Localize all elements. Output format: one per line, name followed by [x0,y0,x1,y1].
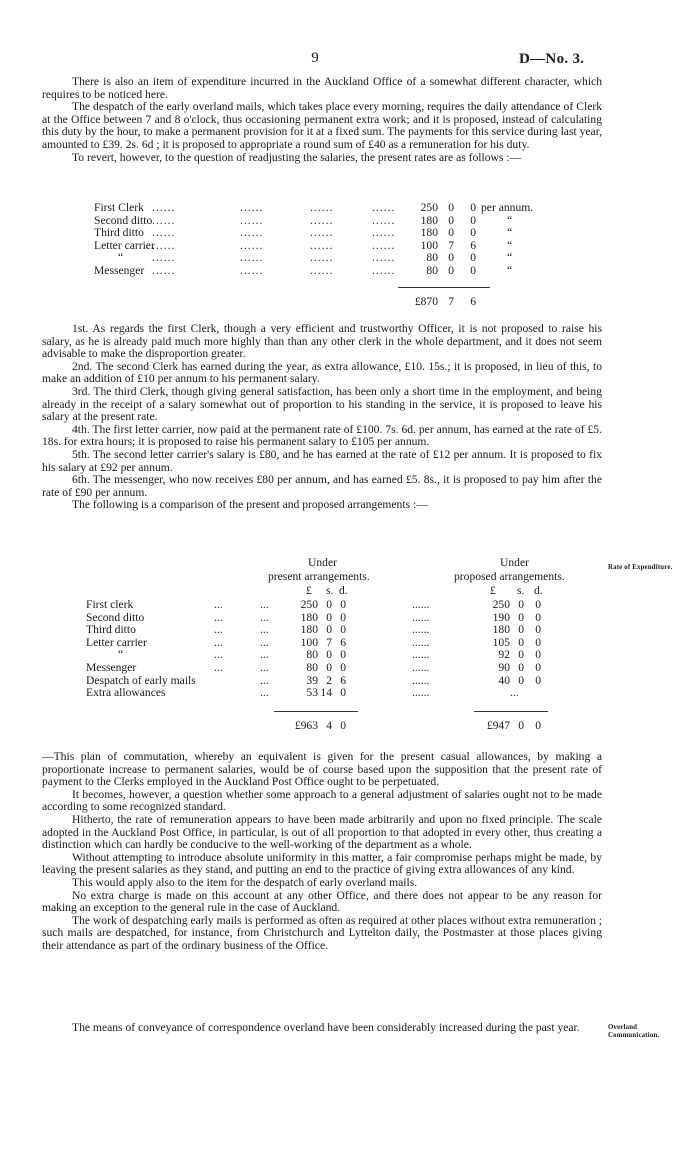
closing-paragraph: No extra charge is made on this account at any other Office, and there does not appear to be any reason for making an exception to the general rule in the case of Auckland. [42,888,602,915]
present-pence: 6 [340,635,346,649]
leader-dots: ... [214,661,223,674]
leader-dots: ... [214,648,223,662]
present-pence: 0 [340,648,346,662]
numbered-section [42,323,602,512]
intro-paragraph: The despatch of the early overland mails, which takes place every morning, requires the daily attendance of Clerk at the Office between 7 and 8 o'clock, thus occasioning permanent extra work; and it is proposed, instead of calculating this duty by the hour, to make a permanent provision for it at a fixed sum. The payments for this service during last year, amounted to £39. 2s. 6d ; it is proposed to appropriate a round sum of £40 as a remuneration for his duty. [42,100,602,151]
rate-pence: 0 [470,201,476,214]
comparison-label: Extra allowances [86,686,166,700]
comparison-label: First clerk [86,598,134,611]
proposed-shillings: 0 [518,635,524,649]
leader-dots: ... [260,673,269,687]
document-reference: D—No. 3. [519,51,585,67]
proposed-pence: 0 [535,635,541,649]
leader-dots: ...... [240,238,264,252]
present-total-rule [274,711,358,712]
rate-pence: 0 [470,264,476,277]
proposed-shillings: 0 [518,661,524,674]
leader-dots: ... [214,635,223,649]
closing-paragraph: This would apply also to the item for the despatch of early overland mails. [72,875,418,889]
closing-paragraph: Without attempting to introduce absolute uniformity in this matter, a fair compromise perhaps might be made, by leaving the present salaries as they stand, and putting an end to the practice of giving extra allowances of any kind. [42,850,602,877]
present-shillings: 2 [326,673,332,687]
rate-note: “ [507,264,513,277]
leader-dots: ...... [152,264,176,277]
rate-label: Second ditto [94,213,153,227]
present-shillings: 0 [326,610,332,624]
proposed-currency-pence: d. [534,584,543,597]
present-pence: 6 [340,673,346,687]
proposed-shillings: 0 [518,610,524,624]
rate-label: First Clerk [94,201,144,214]
present-total-pounds: £963 [294,719,318,732]
leader-dots: ...... [152,251,176,265]
comparison-label: “ [118,648,124,662]
rate-pence: 0 [470,226,476,240]
proposed-currency-pounds: £ [490,584,496,597]
rate-pounds: 100 [420,238,438,252]
closing-paragraph: —This plan of commutation, whereby an equivalent is given for the present casual allowances, by making a proportionate increase to permanent salaries, would be of course based upon the supposition that the present rate of payment to the Clerks employed in the Auckland Post Office ought to be perpetuated. [42,750,602,789]
present-pence: 0 [340,598,346,611]
comparison-label: Despatch of early mails [86,673,196,687]
rate-shillings: 0 [448,264,454,277]
present-pence: 0 [340,610,346,624]
rate-pence: 0 [470,251,476,265]
rate-note: “ [507,213,513,227]
leader-dots: ...... [412,673,430,687]
rate-pounds: 80 [426,264,438,277]
proposed-pence: 0 [535,623,541,637]
proposed-pounds: 190 [492,610,510,624]
margin-note-rate: Rate of Expenditure. [608,564,673,571]
present-heading-1: Under [308,556,337,569]
leader-dots: ...... [412,686,430,700]
proposed-pounds: 90 [498,661,510,674]
leader-dots: ... [260,623,269,637]
numbered-paragraph: 1st. As regards the first Clerk, though a very efficient and trustworthy Officer, it is not proposed to raise his salary, as he is already paid much more highly than than any other clerk in the whole department, and it does not seem advisable to make the disproportion greater. [42,322,602,361]
present-pence: 0 [340,661,346,674]
leader-dots: ...... [412,623,430,637]
present-shillings: 14 [320,686,332,700]
proposed-shillings: 0 [518,673,524,687]
intro-paragraph: To revert, however, to the question of readjusting the salaries, the present rates are as follows :— [72,150,522,164]
present-pounds: 53 [306,686,318,700]
closing-paragraph: The work of despatching early mails is performed as often as required at other places without extra remuneration ; such mails are despatched, for instance, from Christchurch and Lyttelton daily, the Postmaster at those places giving their attendance as part of the ordinary business of the Office. [42,913,602,952]
present-pounds: 39 [306,673,318,687]
comparison-label: Messenger [86,661,137,674]
closing-section [42,751,602,953]
total-pounds: £870 [414,295,438,308]
proposed-pence: 0 [535,610,541,624]
proposed-currency-shillings: s. [517,584,525,597]
leader-dots: ...... [310,226,334,240]
rate-shillings: 0 [448,251,454,265]
leader-dots: ... [260,635,269,649]
proposed-heading-1: Under [500,556,529,569]
proposed-pence: 0 [535,661,541,674]
leader-dots: ...... [152,213,176,227]
leader-dots: ...... [152,238,176,252]
final-paragraph: The means of conveyance of correspondence overland have been considerably increased during the past year. [72,1021,580,1034]
present-pence: 0 [340,623,346,637]
proposed-total-shillings: 0 [518,719,524,732]
present-shillings: 0 [326,623,332,637]
present-shillings: 0 [326,661,332,674]
rate-pounds: 80 [426,251,438,265]
leader-dots: ... [214,598,223,611]
numbered-paragraph: 4th. The first letter carrier, now paid at the permanent rate of £100. 7s. 6d. per annum, has earned at the rate of £5. 18s. for extra hours; it is proposed to raise his permanent salary to £105 per annum. [42,422,602,449]
final-section [42,1022,602,1035]
rate-label: “ [118,251,124,265]
closing-paragraph: Hitherto, the rate of remuneration appears to have been made arbitrarily and upon no fixed principle. The scale adopted in the Auckland Post Office, in particular, is out of all proportion to that adopted in every other, thus creating a distinction which can hardly be conducive to the well-working of the department as a whole. [42,812,602,852]
leader-dots: ...... [372,251,396,265]
present-shillings: 0 [326,648,332,662]
leader-dots: ... [260,648,269,662]
present-currency-shillings: s. [326,584,334,597]
comparison-label: Second ditto [86,610,145,624]
numbered-paragraph: 3rd. The third Clerk, though giving general satisfaction, has been only a short time in the employment, and being already in the receipt of a salary somewhat out of proportion to his standing in the service, it is proposed to leave his salary at the present rate. [42,384,602,424]
leader-dots: ...... [240,226,264,240]
rate-pounds: 180 [420,213,438,227]
present-pounds: 250 [300,598,318,611]
leader-dots: ... [260,686,269,700]
total-shillings: 7 [448,295,454,308]
intro-paragraph: There is also an item of expenditure incurred in the Auckland Office of a somewhat different character, which requires to be noticed here. [42,75,602,101]
proposed-pounds: 180 [492,623,510,637]
rate-pounds: 250 [420,201,438,214]
proposed-total-pounds: £947 [486,719,510,732]
present-shillings: 7 [326,635,332,649]
present-pounds: 180 [300,623,318,637]
leader-dots: ... [214,623,223,637]
leader-dots: ...... [372,238,396,252]
total-pence: 6 [470,295,476,308]
proposed-pence: 0 [535,598,541,611]
leader-dots: ...... [412,635,430,649]
leader-dots: ...... [412,598,430,611]
leader-dots: ...... [310,264,334,277]
numbered-paragraph: 6th. The messenger, who now receives £80 per annum, and has earned £5. 8s., it is proposed to pay him after the rate of £90 per annum. [42,473,602,499]
rate-note: “ [507,226,513,240]
page-number: 9 [311,50,319,66]
rate-note: per annum. [481,201,534,214]
present-pounds: 100 [300,635,318,649]
rate-label: Messenger [94,264,145,277]
leader-dots: ...... [412,648,430,662]
leader-dots: ...... [310,213,334,227]
proposed-pence: 0 [535,673,541,687]
leader-dots: ... [260,610,269,624]
total-rule [398,287,490,288]
leader-dots: ...... [152,201,176,214]
comparison-label: Letter carrier [86,635,147,649]
present-total-shillings: 4 [326,719,332,732]
rate-pounds: 180 [420,226,438,240]
leader-dots: ...... [240,251,264,265]
proposed-shillings: 0 [518,598,524,611]
rate-note: “ [507,251,513,265]
leader-dots: ... [260,598,269,611]
leader-dots: ...... [372,201,396,214]
intro-section [42,76,602,164]
rate-shillings: 0 [448,213,454,227]
present-pounds: 80 [306,648,318,662]
leader-dots: ...... [240,213,264,227]
leader-dots: ...... [372,264,396,277]
proposed-pence: 0 [535,648,541,662]
rate-shillings: 0 [448,201,454,214]
present-shillings: 0 [326,598,332,611]
leader-dots: ...... [372,226,396,240]
rate-label: Letter carrier [94,238,155,252]
leader-dots: ...... [240,201,264,214]
margin-note-overland: Overland Communication. [608,1024,660,1039]
proposed-shillings: 0 [518,623,524,637]
leader-dots: ...... [310,238,334,252]
leader-dots: ... [214,610,223,624]
leader-dots: ...... [412,661,430,674]
leader-dots: ...... [310,251,334,265]
comparison-intro: The following is a comparison of the present and proposed arrangements :— [72,498,428,512]
leader-dots: ... [260,661,269,674]
rate-shillings: 0 [448,226,454,240]
proposed-total-rule [474,711,548,712]
numbered-paragraph: 5th. The second letter carrier's salary is £80, and he has earned at the rate of £12 per annum. It is proposed to fix his salary at £92 per annum. [42,447,602,474]
rate-pence: 6 [470,238,476,252]
rate-note: “ [507,238,513,252]
proposed-pounds: 105 [492,635,510,649]
leader-dots: ...... [412,610,430,624]
leader-dots: ...... [372,213,396,227]
present-pence: 0 [340,686,346,700]
leader-dots: ...... [152,226,176,240]
leader-dots: ...... [310,201,334,214]
present-pounds: 180 [300,610,318,624]
rate-label: Third ditto [94,226,144,240]
rate-pence: 0 [470,213,476,227]
present-currency-pence: d. [339,584,348,597]
present-heading-2: present arrangements. [268,570,370,583]
proposed-total-pence: 0 [535,719,541,732]
proposed-heading-2: proposed arrangements. [454,570,565,583]
proposed-shillings: 0 [518,648,524,662]
closing-paragraph: It becomes, however, a question whether some approach to a general adjustment of salaries ought not to be made according to some recognized standard. [42,787,602,814]
rate-shillings: 7 [448,238,454,252]
proposed-pounds: 40 [498,673,510,687]
present-total-pence: 0 [340,719,346,732]
present-currency-pounds: £ [306,584,312,597]
proposed-pounds: 92 [498,648,510,662]
present-pounds: 80 [306,661,318,674]
leader-dots: ...... [240,264,264,277]
comparison-label: Third ditto [86,623,136,637]
proposed-pounds: ... [510,686,519,700]
numbered-paragraph: 2nd. The second Clerk has earned during the year, as extra allowance, £10. 15s.; it is proposed, in lieu of this, to make an addition of £10 per annum to his permanent salary. [42,359,602,386]
proposed-pounds: 250 [492,598,510,611]
